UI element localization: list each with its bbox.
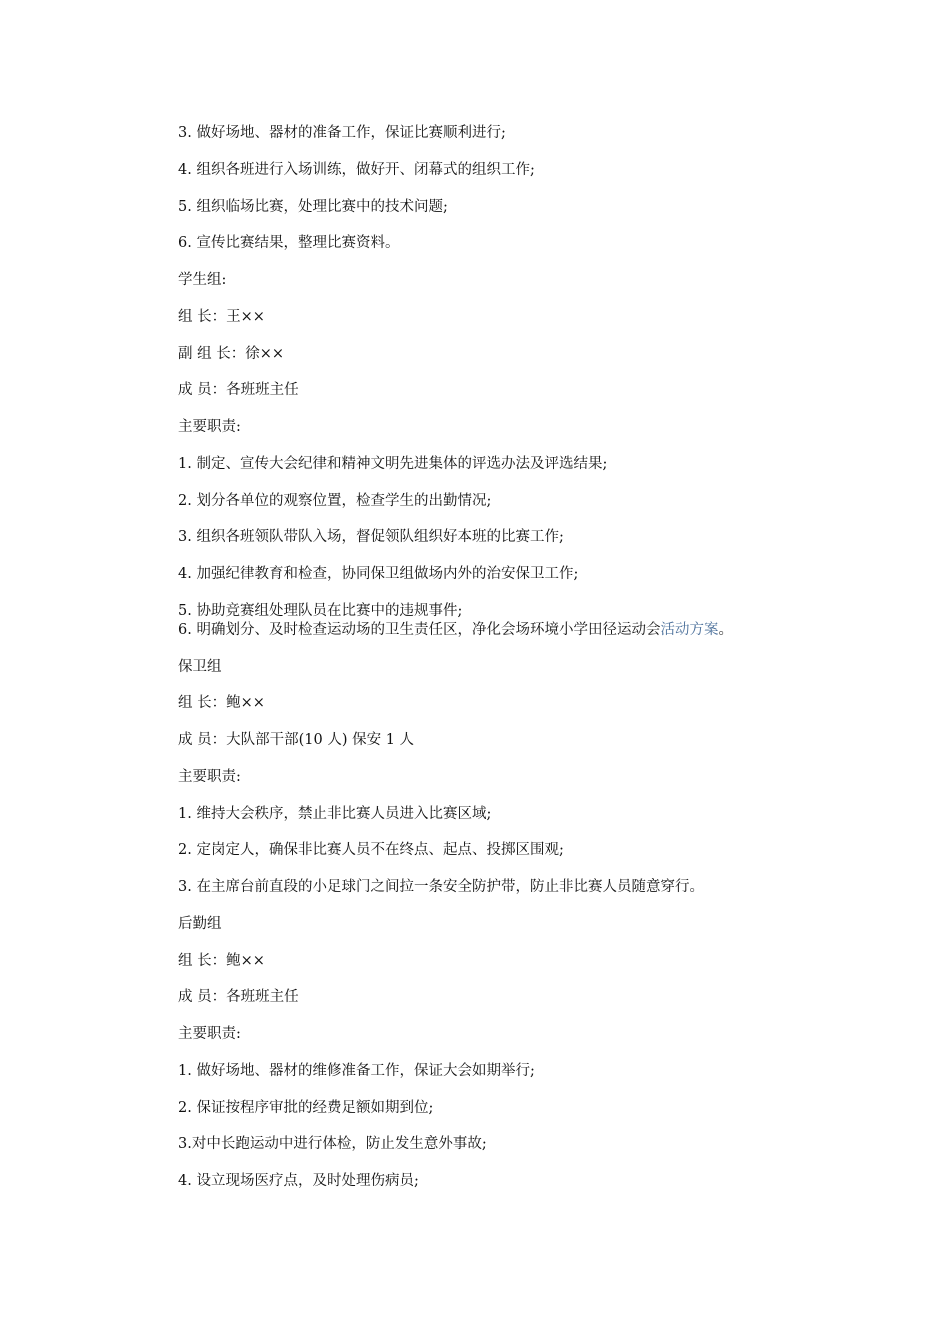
section-heading-logistics-group: 后勤组 [178, 915, 222, 932]
text-line: 5. 协助竞赛组处理队员在比赛中的违规事件; [178, 602, 463, 619]
text-line: 2. 保证按程序审批的经费足额如期到位; [178, 1099, 434, 1116]
text-line: 2. 划分各单位的观察位置，检查学生的出勤情况; [178, 492, 492, 509]
text-segment: 6. 明确划分、及时检查运动场的卫生责任区，净化会场环境小学田径运动会 [178, 621, 661, 638]
text-line: 副 组 长：徐×× [178, 345, 285, 362]
text-line: 6. 宣传比赛结果，整理比赛资料。 [178, 235, 400, 252]
activity-plan-link[interactable]: 活动方案 [660, 621, 719, 638]
text-line: 4. 组织各班进行入场训练，做好开、闭幕式的组织工作; [178, 161, 535, 178]
text-line [178, 621, 878, 639]
text-line: 组 长：鲍×× [178, 952, 265, 969]
duties-heading: 主要职责: [178, 419, 241, 435]
text-line: 成 员：大队部干部(10 人) 保安 1 人 [178, 732, 415, 748]
text-line: 1. 做好场地、器材的维修准备工作，保证大会如期举行; [178, 1062, 535, 1079]
text-line: 1. 制定、宣传大会纪律和精神文明先进集体的评选办法及评选结果; [178, 455, 608, 472]
text-segment: 。 [718, 621, 733, 638]
duties-heading: 主要职责: [178, 768, 241, 785]
text-line: 2. 定岗定人，确保非比赛人员不在终点、起点、投掷区围观; [178, 842, 564, 859]
text-line: 1. 维持大会秩序，禁止非比赛人员进入比赛区域; [178, 805, 492, 822]
document-body [178, 124, 878, 1209]
text-line: 3.对中长跑运动中进行体检，防止发生意外事故; [178, 1136, 487, 1153]
text-line: 组 长：鲍×× [178, 695, 265, 712]
section-heading-security-group: 保卫组 [178, 658, 222, 675]
section-heading-student-group: 学生组: [178, 272, 227, 288]
text-line: 成 员：各班班主任 [178, 989, 299, 1006]
text-line: 成 员：各班班主任 [178, 382, 299, 399]
duties-heading: 主要职责: [178, 1026, 241, 1042]
text-line: 5. 组织临场比赛，处理比赛中的技术问题; [178, 198, 448, 215]
text-line: 组 长：王×× [178, 308, 265, 325]
text-line: 3. 组织各班领队带队入场，督促领队组织好本班的比赛工作; [178, 529, 564, 546]
text-line: 3. 做好场地、器材的准备工作，保证比赛顺利进行; [178, 125, 506, 141]
text-line: 4. 加强纪律教育和检查，协同保卫组做场内外的治安保卫工作; [178, 566, 579, 582]
text-line: 4. 设立现场医疗点，及时处理伤病员; [178, 1173, 419, 1189]
text-line: 3. 在主席台前直段的小足球门之间拉一条安全防护带，防止非比赛人员随意穿行。 [178, 879, 704, 895]
